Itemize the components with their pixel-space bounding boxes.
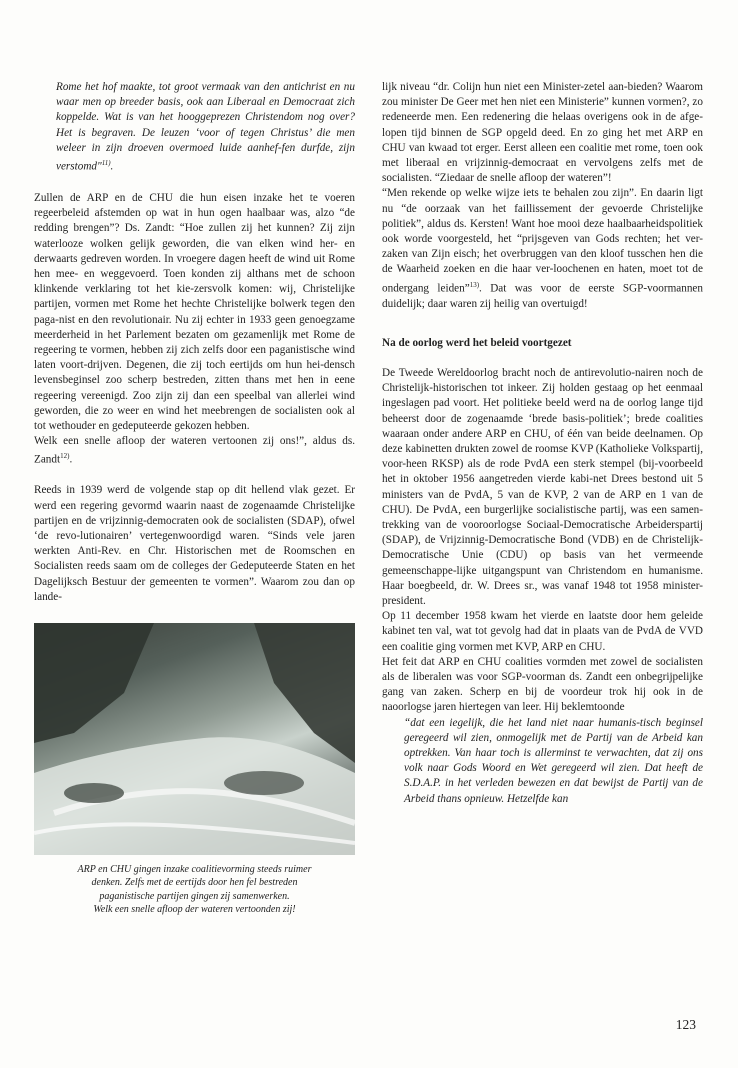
paragraph-zandt: Zullen de ARP en de CHU die hun eisen inzake het te voeren regeerbeleid afstemden op wat in hun ogen haalbaar was, alzo “de redding brengen”? Ds. Zandt: “Hoe zullen zij het kunnen? Zij zijn waterlooze wolken gelijk geworden, die van elken wind her- en derwaarts gedreven worden. In vroegere dagen heeft de wind uit Rome hen mee- en weggevoerd. Toen konden zij althans met de schoon klinkende verklaring tot het kie-zersvolk komen: wij, Christelijke partijen, vormen met Rome het hechte Christelijke bolwerk tegen den paga-nist en den revolutionair. Nu zij echter in 1933 geen genoegzame meerderheid in het Parlement bezaten om gezamenlijk met Rome de regeering te vormen, hebben zij zich zelfs door een paganistische wind laten voort-drijven. Degenen, die zij toch eertijds om hun hei-densch levensbeginsel zoo scherp bestreden, zitten thans met hen in eene regeering vereenigd. Zoo zijn zij dan een speelbal van allerlei wind geworden, die zo weer en wind het meebrengen de socialisten ook al tot wethouder en gedeputeerde gekozen hebben. — [34, 191, 355, 432]
page-number: 123 — [675, 1017, 696, 1032]
section-heading: Na de oorlog werd het beleid voortgezet — [382, 336, 572, 349]
caption-line: Welk een snelle afloop der wateren vertoonden zij! — [93, 904, 296, 916]
paragraph-afloop: Welk een snelle afloop der wateren vertoonen zij ons!”, aldus ds. Zandt$^{12)}$. — [34, 435, 355, 467]
paragraph-kersten-text: “Men rekende op welke wijze iets te behalen zou zijn”. En daarin ligt nu “de oorzaak van het faillissement der gevoerde Christelijke politiek”, aldus ds. Kersten! Want hoe mooi deze haalbaarheidspolitiek ook worde voorgesteld, het “prijsgeven van Gods rechten; het ver-zaken van Zijn eisch; het overbruggen van den kloof tusschen hen die de Waarheid zoeken en die haar ver-loochenen en haten, moet tot de ondergang leiden” — [382, 187, 703, 295]
footnote-13: 13) — [469, 280, 480, 289]
caption-line: paganistische partijen gingen zij samenwerken. — [99, 890, 290, 902]
caption-line: denken. Zelfs met de eertijds door hen fel bestreden — [91, 877, 298, 889]
opening-quote: Rome het hof maakte, tot groot vermaak van den antichrist en nu waar men op breeder basis, ook aan Liberaal en Democraat zich koppelde. Wat is van het hooggeprezen Christendom nog over? Het is begraven. De leuzen ‘voor of tegen Christus’ die men weleer in zijn droeven overmoed luide aanhef-fen durfde, zijn verstomd"$^{11)}$. — [56, 81, 355, 173]
paragraph-1958: Op 11 december 1958 kwam het vierde en laatste door hem geleide kabinet ten val, wat tot gevolg had dat in plaats van de PvdA de VVD een coalitie ging vormen met KVP, ARP en CHU. — [382, 610, 703, 653]
paragraph-colijn: lijk niveau “dr. Colijn hun niet een Minister-zetel aan-bieden? Waarom zou minister De Geer met hen niet een Ministerie” kunnen vormen?, zo redeneerde men. Een redenering die helaas overigens ook in de afge-lopen tijd binnen de SGP opgeld deed. En zo ging het met ARP en CHU van kwaad tot erger. Eerst alleen een coalitie met rome, toen ook met liberaal en vrijzinnig-democraat en vervolgens zelfs met de socialisten. “Ziedaar de snelle afloop der wateren”! — [382, 81, 703, 185]
right-column — [382, 80, 703, 807]
paragraph-1939: Reeds in 1939 werd de volgende stap op dit hellend vlak gezet. Er werd een regering gevormd waarin naast de zogenaamde Christelijke partijen en de vrijzinnig-democraten ook de socialisten (SDAP), ofwel ‘de revo-lutionairen’ vertegenwoordigd waren. “Sinds vele jaren werkten Anti-Rev. en Chr. Historischen met de Roomschen en Socialisten reeds saam om de colleges der Gedeputeerde Staten en het Dagelijksch Bestuur der gemeenten te vormen”. Waarom zou dan op lande- — [34, 484, 355, 603]
opening-quote-text: Rome het hof maakte, tot groot vermaak van den antichrist en nu waar men op breeder basis, ook aan Liberaal en Democraat zich koppelde. Wat is van het hooggeprezen Christendom nog over? Het is begraven. De leuzen ‘voor of tegen Christus’ die men weleer in zijn droeven overmoed luide aanhef-fen durfde, zijn verstomd" — [56, 81, 355, 173]
photo-caption — [34, 863, 355, 917]
paragraph-kersten-end: . Dat was voor de eerste SGP-voormannen duidelijk; daar waren zij heilig van overtuigd! — [382, 282, 703, 310]
closing-quote: “dat een iegelijk, die het land niet naar humanis-tisch beginsel geregeerd wil zien, onmogelijk met de Partij van de Arbeid kan optrekken. Van haar toch is allerminst te verwachten, dat zij ons volk naar Gods Woord en Wet geregeerd wil zien. Dat heeft de S.D.A.P. in het verleden bewezen en dat bewijst de Partij van de Arbeid thans opnieuw. Hetzelfde kan — [404, 716, 703, 805]
footnote-12: 12) — [60, 452, 70, 461]
footnote-11: 11) — [101, 159, 111, 168]
left-column — [34, 80, 355, 917]
river-photo — [34, 623, 355, 855]
paragraph-coalities: Het feit dat ARP en CHU coalities vormden met zowel de socialisten als de liberalen was voor SGP-voorman ds. Zandt een onbegrijpelijke gang van zaken. Scherp en bij de voordeur trok hij ook in de naoorlogse jaren hiertegen van leer. Hij beklemtoonde — [382, 655, 703, 714]
river-photo-illustration — [34, 623, 355, 855]
paragraph-wereldoorlog: De Tweede Wereldoorlog bracht noch de antirevolutio-nairen noch de Christelijk-historischen tot inkeer. Zij holden gestaag op het eenmaal ingeslagen pad voort. Het politieke beeld werd na de oorlog lange tijd beheerst door de zogenaamde ‘brede basis-politiek’; brede coalities waaraan onder andere ARP en CHU, of één van beide deelnamen. Op deze kabinetten drukten zowel de roomse KVP (Katholieke Volkspartij, voor-heen RKSP) als de rode PvdA een sterk stempel (bij-voorbeeld het in oktober 1956 aangetreden vierde kabi-net Drees bestond uit 5 ministers van de PvdA, 5 van de KVP, 2 van de ARP en 1 van de CHU). De PvdA, een burgerlijke socialistische partij, was een samen-trekking van de vooroorlogse Sociaal-Democratische Arbeiderspartij (SDAP), de Vrijzinnig-Democratische Bond (VDB) en de Christelijk-Democratische Unie (CDU) op basis van het vermeende gemeenschappe-lijke uitgangspunt van Christendom en humanisme. Haar boegbeeld, dr. W. Drees sr., was vanaf 1948 tot 1958 minister-president. — [382, 366, 703, 608]
caption-line: ARP en CHU gingen inzake coalitievorming steeds ruimer — [77, 863, 312, 875]
paragraph-afloop-text: Welk een snelle afloop der wateren vertoonen zij ons!”, aldus ds. Zandt — [34, 435, 355, 467]
paragraph-kersten — [382, 186, 703, 311]
